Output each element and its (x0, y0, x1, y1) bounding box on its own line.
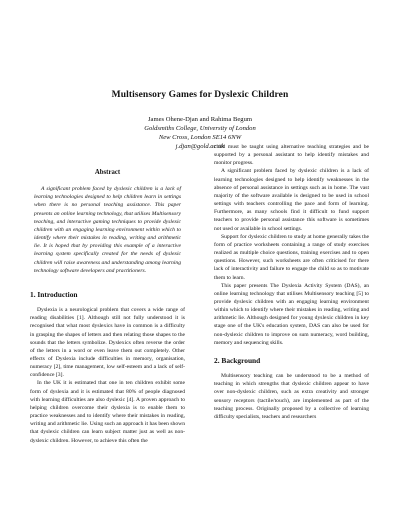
paragraph: child must be taught using alternative teaching strategies and be supported by a personal assistant to help identify mistakes and monitor progress. (214, 144, 369, 167)
right-column (214, 143, 369, 421)
abstract-text: A significant problem faced by dyslexic children is a lack of learning technologies designed to help children learn in settings when there is no personal teaching assistance. This paper presents an online learning technology, that utilises Multisensory teaching, and interactive gaming techniques to provide dyslexic children with an engaging learning environment within which to identify where their mistakes in reading, writing and arithmetic lie. It is hoped that by providing this example of a interactive learning system specifically created for the needs of dyslexic children will raise awareness and understanding among learning technology software developers and practitioners. (34, 186, 181, 274)
email: j.djan@gold.ac.uk (175, 143, 225, 150)
abstract-heading: Abstract (94, 169, 121, 176)
paragraph: Multisensory teaching can be understood to be a method of teaching in which strengths that dyslexic children appear to have over non-dyslexic children, such as extra creativity and stronger sensory receptors (tactile/touch), are implemented as part of the teaching process. Originally proposed by a collective of learning difficulty specialists, teachers and researchers (214, 373, 369, 420)
address: New Cross, London SE14 6NW (158, 134, 242, 141)
paragraph: This paper presents The Dyslexia Activity System (DAS), an online learning technology that utilises Multisensory teaching [5] to provide dyslexic children with an engaging learning environment within which to identify where their mistakes in reading, writing and arithmetic lie. Although designed for young dyslexic children in key stage one of the UK's education system, DAS can also be used for non-dyslexic children to improve on sum numeracy, word building, memory and sequencing skills. (214, 282, 369, 346)
affiliation: Goldsmiths College, University of London (144, 125, 256, 132)
section-heading-introduction: 1. Introduction (30, 289, 78, 299)
paragraph: In the UK it is estimated that one in ten children exhibit some form of dyslexia and it is estimated that 80% of people diagnosed with learning difficulties are also dyslexic [4]. A proven approach to helping children overcome their dyslexia is to enable them to practice weaknesses and to identify where their mistakes in reading, writing and arithmetic lie. Using such an approach it has been shown that dyslexic children can learn subject matter just as well as non-dyslexic children. However, to achieve this often the (30, 380, 185, 444)
section-heading-background: 2. Background (214, 355, 261, 365)
author-names: James Ohene-Djan and Rahima Begum (147, 116, 252, 123)
paragraph: Support for dyslexic children to study at home generally takes the form of practice worksheets containing a range of study exercises realized as multiple choice questions, training exercises and to open questions. However, such worksheets are often criticised for there lack of interactivity and failure to engage the child so as to motivate them to learn. (214, 233, 369, 281)
left-column (30, 143, 185, 445)
paragraph: Dyslexia is a neurological problem that covers a wide range of reading disabilities [1]. Although still not fully understood it is recognised that what most dyslexics have in common is a difficulty in grasping the shapes of letters and then relating those shapes to the sounds that the letters symbolize. Dyslexics often reverse the order of the letters in a word or even leave them out completely. Other effects of Dyslexia include difficulties in memory, organisation, numeracy [2], time management, low self-esteem and a lack of self-confidence [3]. (30, 307, 185, 379)
abstract (30, 185, 185, 275)
paper-title: Multisensory Games for Dyslexic Children (111, 90, 289, 100)
paragraph: A significant problem faced by dyslexic children is a lack of learning technologies designed to help identify weaknesses in the absence of personal assistance in settings such as in home. The vast majority of the software available is designed to be used in school settings with teachers controlling the pace and form of learning. Furthermore, as many schools find it difficult to fund support teachers to provide personal assistance this software is sometimes not used or available in school settings. (214, 168, 369, 232)
